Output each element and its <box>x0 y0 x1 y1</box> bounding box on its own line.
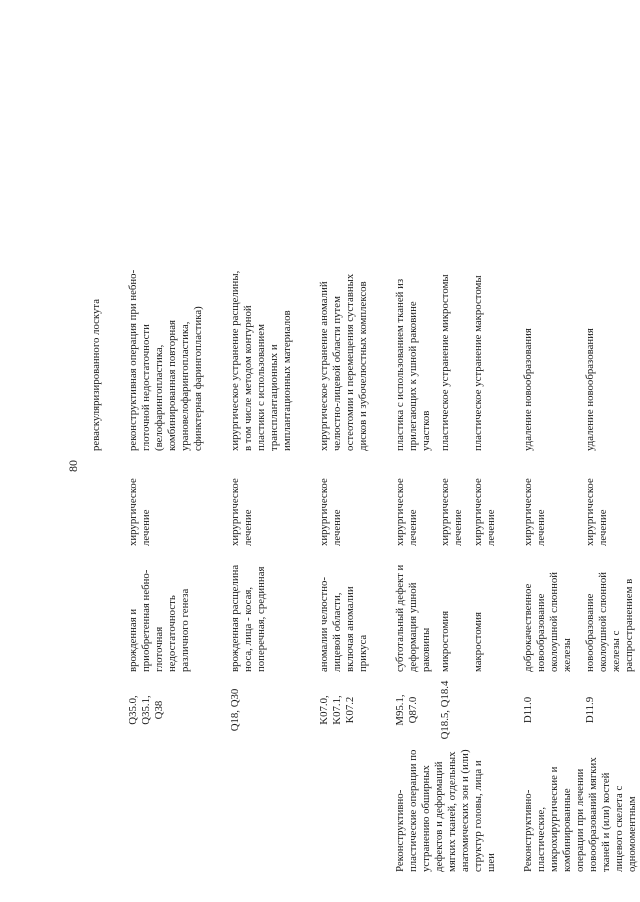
treatment-cell: хирургическое лечение <box>522 478 547 546</box>
table-row <box>522 27 584 872</box>
continuation-text: реваскуляризированного лоскута <box>90 298 102 451</box>
group-cell: Реконструктивно- пластические, микрохирургические и комбинированные операции при лечении новообразований мягких тканей и (или) костей лицевого скелета с одномоментным <box>522 757 638 872</box>
codes-cell: M95.1, Q87.0 <box>394 694 419 726</box>
page-number: 80 <box>66 460 80 472</box>
codes-cell: Q18.5, Q18.4 <box>439 680 452 740</box>
procedures-table <box>90 27 640 872</box>
method-cell: удаление новообразования <box>583 328 596 451</box>
treatment-cell: хирургическое лечение <box>127 478 152 546</box>
method-cell: пластика с использованием тканей из прилегающих к ушной раковине участков <box>394 278 432 451</box>
method-cell: удаление новообразования <box>522 328 534 451</box>
table-row <box>318 27 376 872</box>
model-cell: врожденная расщелина носа, лица - косая, поперечная, срединная <box>229 564 267 672</box>
model-cell: микростомия <box>439 610 452 672</box>
treatment-cell: хирургическое лечение <box>471 478 497 546</box>
method-cell: хирургическое устранение расщелины, в том числе методом контурной пластики с использованием трансплантационных и имплантационных материалов <box>229 270 293 451</box>
codes-cell: Q35.0, Q35.1, Q38 <box>127 695 165 725</box>
model-cell: доброкачественное новообразование околоушной слюнной железы <box>522 571 573 672</box>
codes-cell: D11.0 <box>522 696 534 724</box>
method-cell: реконструктивная операция при небно- глоточной недостаточности (велофарингопластика, комбинированная повторная урановелофарингопластика, сфинктерная фарингопластика) <box>127 269 204 451</box>
codes-cell: K07.0, K07.1, K07.2 <box>318 695 356 725</box>
treatment-cell: хирургическое лечение <box>583 478 609 546</box>
model-cell: субтотальный дефект и деформация ушной раковины <box>394 564 432 672</box>
treatment-cell: хирургическое лечение <box>318 478 343 546</box>
table-row <box>229 27 300 872</box>
codes-cell: Q18, Q30 <box>229 688 241 732</box>
table-row-continuation <box>90 27 109 872</box>
method-cell: хирургическое устранение аномалий челюстно-лицевой области путем остеотомии и перемещения суставных дисков и зубочелюстных комплексов <box>318 273 369 451</box>
codes-cell: D11.9 <box>583 696 596 724</box>
table-row <box>127 27 211 872</box>
model-cell: аномалии челюстно- лицевой области, включая аномалии прикуса <box>318 576 369 672</box>
group-cell: Реконструктивно- пластические операции по устранению обширных дефектов и деформаций мягких тканей, отдельных анатомических зон и (или) структур головы, лица и шеи <box>394 749 497 872</box>
treatment-cell: хирургическое лечение <box>229 478 254 546</box>
model-cell: врожденная и приобретенная небно- глоточная недостаточность различного генеза <box>127 569 191 672</box>
model-cell: новообразование околоушной слюнной железы с распространением в <box>583 571 635 672</box>
method-cell: пластическое устранение макростомы <box>471 275 484 451</box>
treatment-cell: хирургическое лечение <box>394 478 419 546</box>
method-cell: пластическое устранение микростомы <box>439 274 452 451</box>
table-row <box>394 27 439 872</box>
treatment-cell: хирургическое лечение <box>439 478 465 546</box>
model-cell: макростомия <box>471 612 484 672</box>
